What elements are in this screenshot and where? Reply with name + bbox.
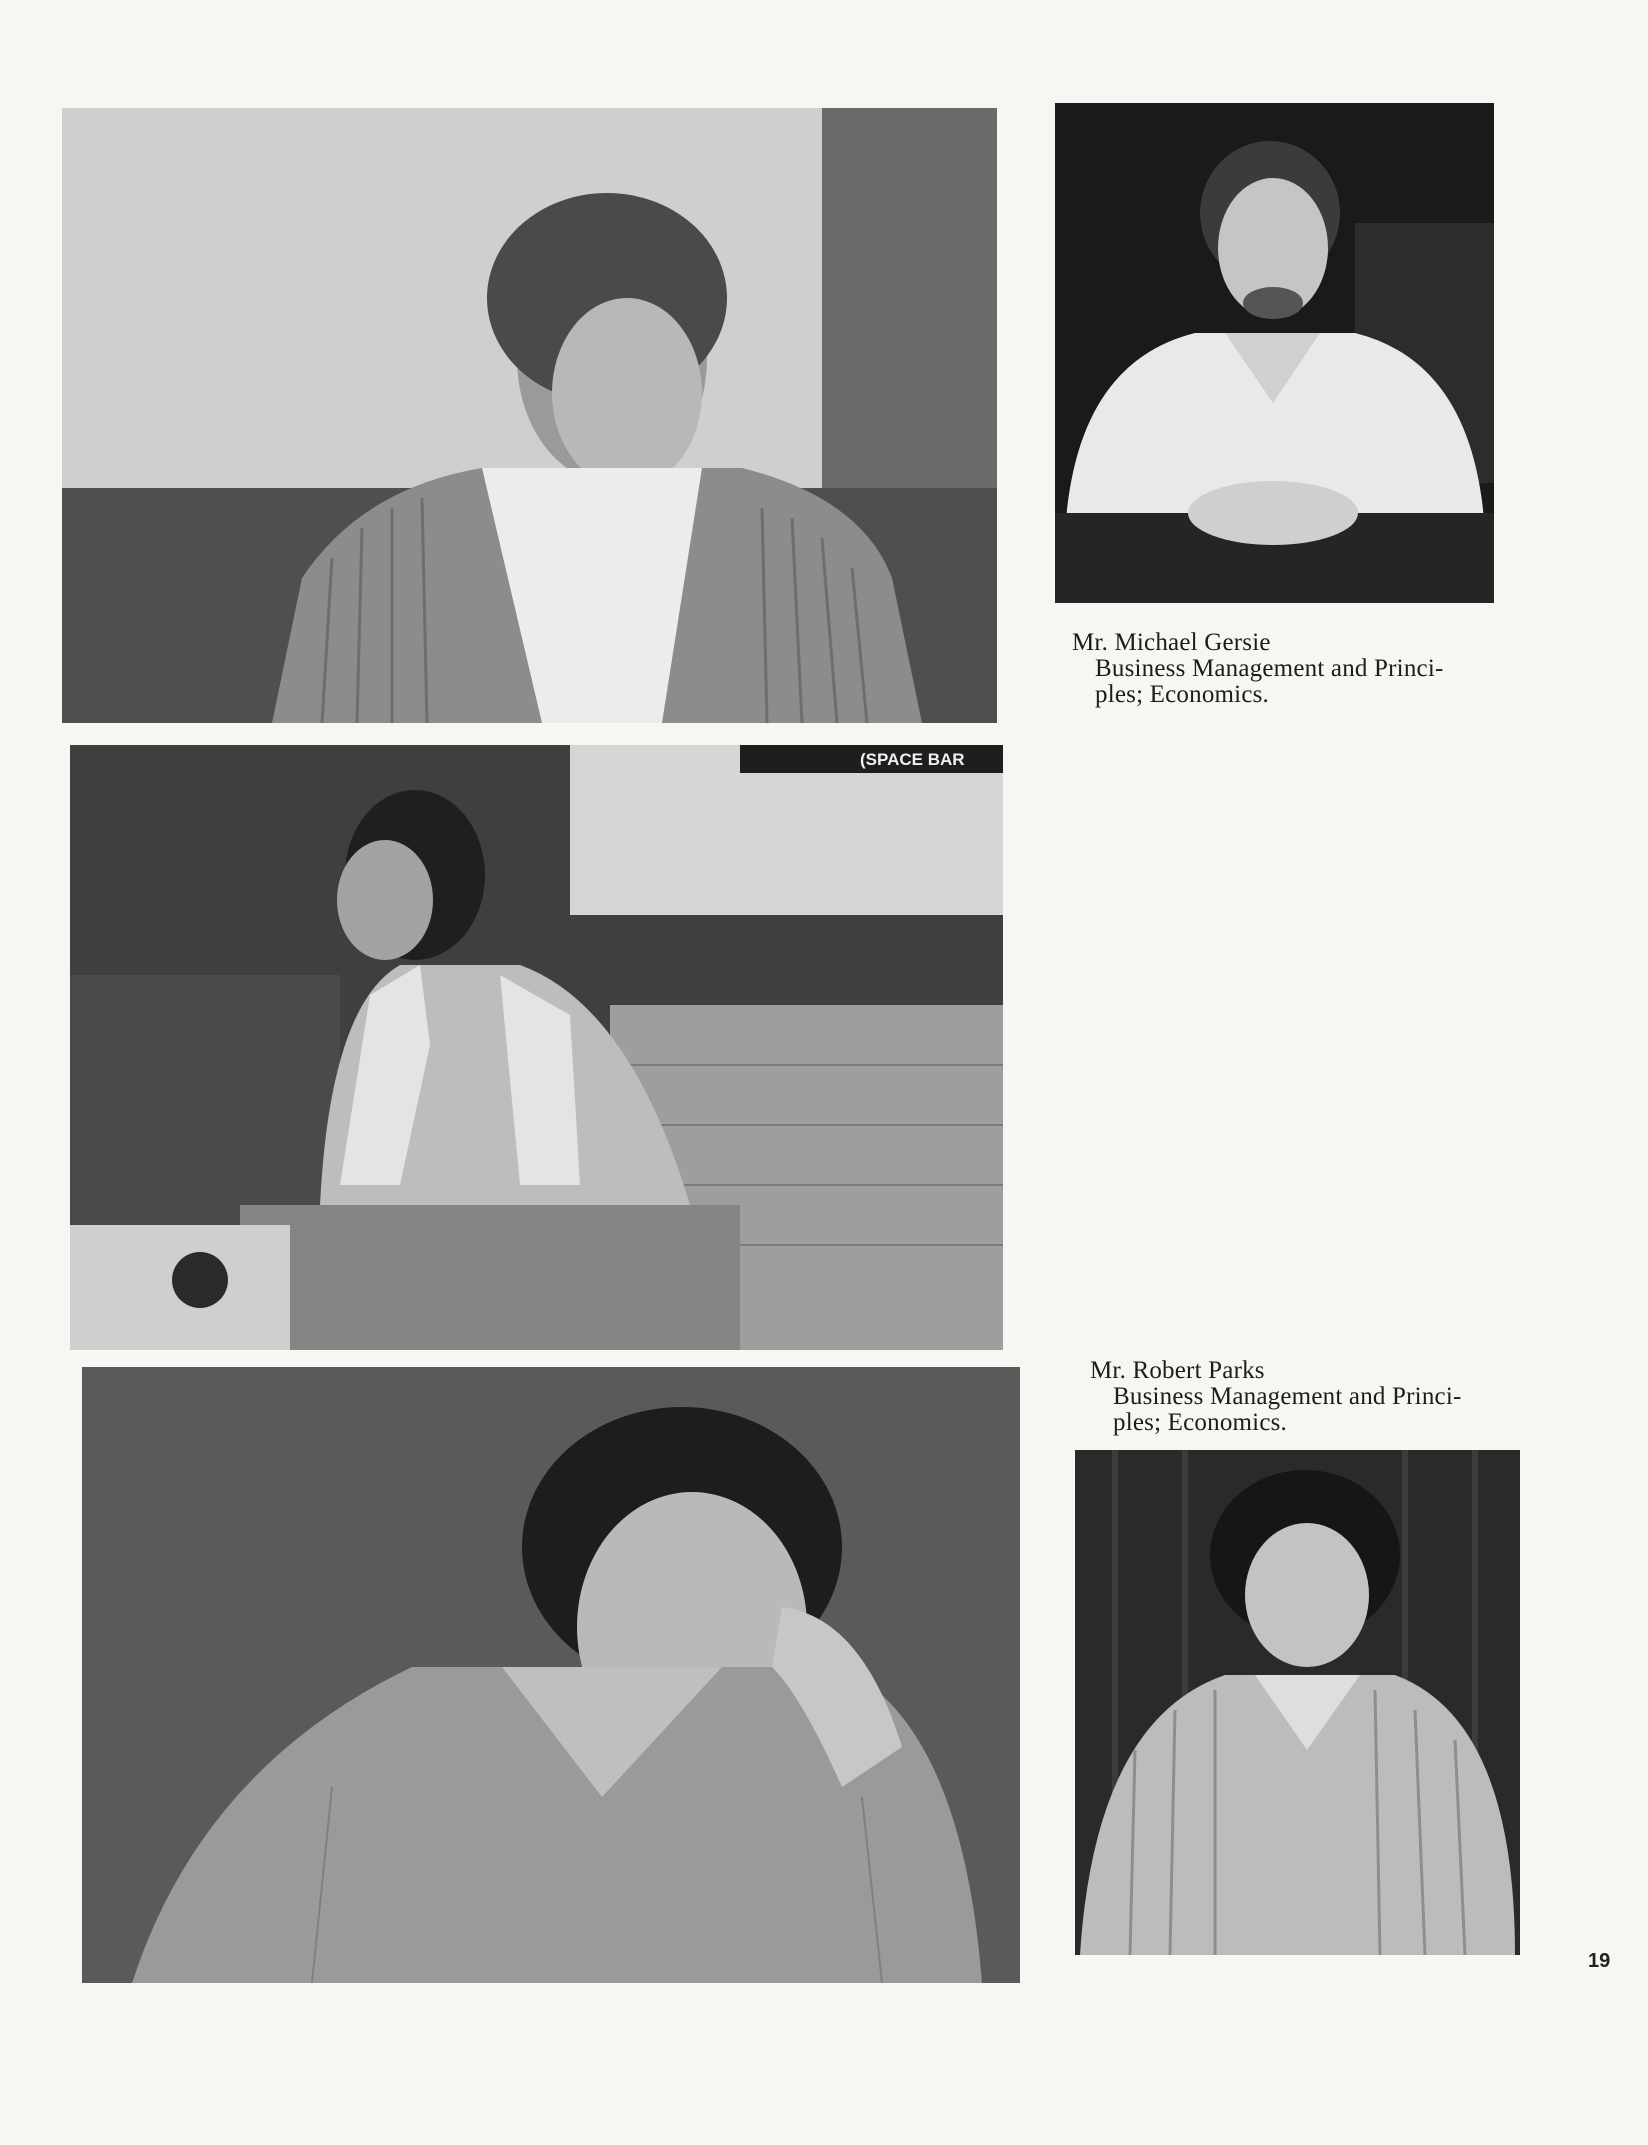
page-number: 19: [1588, 1950, 1611, 1972]
parks-portrait-icon: [1075, 1450, 1520, 1955]
caption-subjects-line2: ples; Economics.: [1095, 681, 1270, 708]
caption-gersie: [1072, 630, 1444, 708]
leaning-man-scene-icon: [82, 1367, 1020, 1983]
caption-name: Mr. Robert Parks: [1090, 1357, 1265, 1384]
photo-woman-typewriter: [70, 745, 1003, 1350]
portrait-photo-icon: [62, 108, 997, 723]
photo-woman-cardigan: [62, 108, 997, 723]
photo-robert-parks: [1075, 1450, 1520, 1955]
gersie-portrait-icon: [1055, 103, 1494, 603]
caption-subjects-line2: ples; Economics.: [1113, 1409, 1288, 1436]
sign-text: (SPACE BAR: [860, 750, 965, 769]
photo-man-leaning: [82, 1367, 1020, 1983]
photo-michael-gersie: [1055, 103, 1494, 603]
caption-parks: [1090, 1358, 1462, 1436]
caption-subjects-line1: Business Management and Princi-: [1113, 1383, 1462, 1410]
caption-name: Mr. Michael Gersie: [1072, 629, 1271, 656]
typewriter-scene-icon: [70, 745, 1003, 1350]
caption-subjects-line1: Business Management and Princi-: [1095, 655, 1444, 682]
